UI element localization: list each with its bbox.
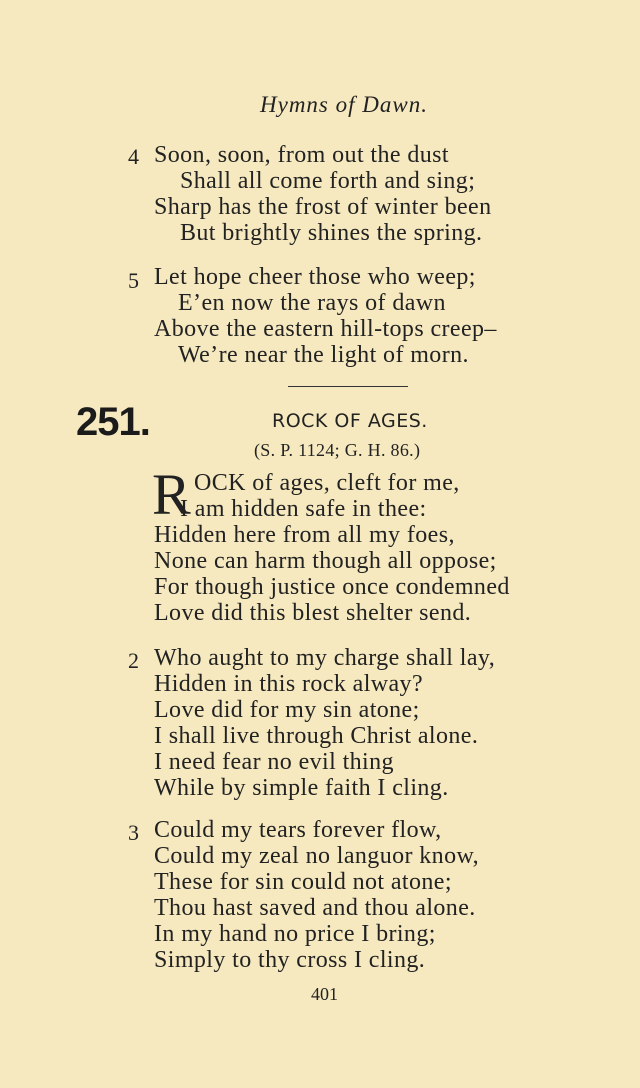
verse-line: For though justice once condemned: [154, 574, 510, 600]
section-divider: [288, 386, 408, 387]
verse-number: 3: [128, 820, 139, 845]
verse-line: I shall live through Christ alone.: [154, 723, 479, 749]
verse-line: While by simple faith I cling.: [154, 775, 449, 801]
verse-line: Hidden in this rock alway?: [154, 671, 423, 697]
verse-line: These for sin could not atone;: [154, 869, 452, 895]
verse-line: Thou hast saved and thou alone.: [154, 895, 476, 921]
verse-line: None can harm though all oppose;: [154, 548, 497, 574]
verse-line: Sharp has the frost of winter been: [154, 194, 492, 220]
verse-number: 4: [128, 144, 139, 169]
verse-line: Soon, soon, from out the dust: [154, 142, 449, 168]
verse-line: Hidden here from all my foes,: [154, 522, 455, 548]
verse-line: Let hope cheer those who weep;: [154, 264, 476, 290]
verse-line: We’re near the light of morn.: [178, 342, 469, 368]
verse-line: Could my zeal no languor know,: [154, 843, 480, 869]
verse-line: I need fear no evil thing: [154, 749, 394, 775]
verse-line: Who aught to my charge shall lay,: [154, 645, 496, 671]
verse-line: OCK of ages, cleft for me,: [194, 470, 460, 496]
hymn-title: ROCK OF AGES.: [272, 410, 428, 432]
tune-reference: (S. P. 1124; G. H. 86.): [254, 440, 421, 460]
verse-line: Could my tears forever flow,: [154, 817, 442, 843]
hymn-number: 251.: [76, 400, 150, 444]
verse-line: E’en now the rays of dawn: [178, 290, 446, 316]
verse-line: But brightly shines the spring.: [180, 220, 483, 246]
verse-line: Above the eastern hill-tops creep–: [154, 316, 497, 342]
verse-line: Love did for my sin atone;: [154, 697, 420, 723]
page-number: 401: [311, 984, 338, 1004]
verse-line: In my hand no price I bring;: [154, 921, 436, 947]
verse-line: Simply to thy cross I cling.: [154, 947, 426, 973]
verse-line: Shall all come forth and sing;: [180, 168, 476, 194]
verse-line: I am hidden safe in thee:: [180, 496, 427, 522]
drop-cap: R: [152, 462, 191, 527]
running-header: Hymns of Dawn.: [260, 92, 428, 117]
verse-number: 5: [128, 268, 139, 293]
verse-number: 2: [128, 648, 139, 673]
verse-line: Love did this blest shelter send.: [154, 600, 472, 626]
